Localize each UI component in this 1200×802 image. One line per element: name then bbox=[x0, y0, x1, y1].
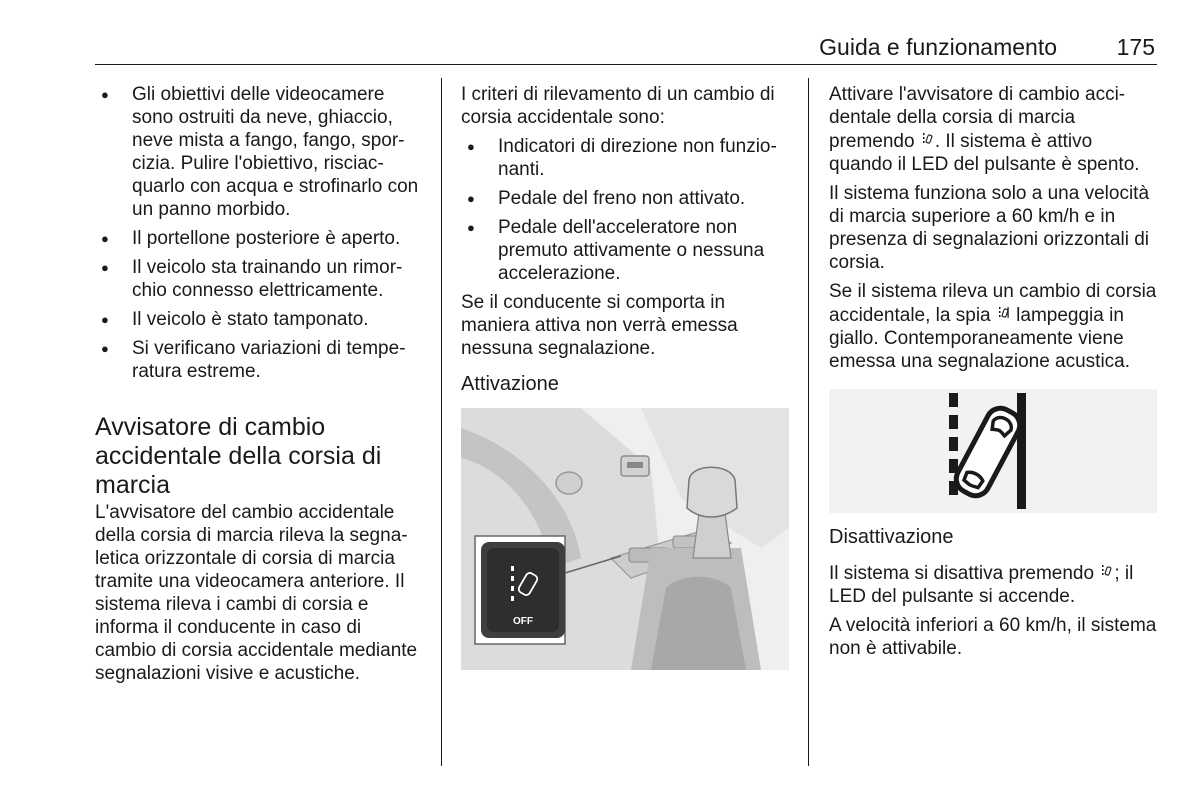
page-number: 175 bbox=[1116, 34, 1155, 60]
activation-text-end: . Il sistema è attivo quando il LED del pulsante è spento. bbox=[829, 131, 1140, 175]
speed-condition-paragraph: Il sistema funziona solo a una velocità di marcia superiore a 60 km/h e in presenza di segnalazioni orizzontali di corsia. bbox=[829, 183, 1150, 273]
deactivation-text-end: ; il LED del pulsante si accende. bbox=[829, 563, 1134, 607]
warning-text-start: Se il sistema rileva un cambio di corsia accidentale, la spia bbox=[829, 281, 1157, 326]
list-item: ● Si verificano variazioni di temperatura estreme. bbox=[95, 337, 425, 383]
center-console-illustration bbox=[461, 408, 789, 670]
list-item: ● Gli obiettivi delle videocamere sono ostruiti da neve, ghiaccio, neve mista a fango, fango, sporcizia. Pulire l'obiettivo, risciacquarlo con acqua e strofinarlo con un panno morbido. bbox=[95, 83, 425, 221]
activation-paragraph bbox=[829, 83, 1159, 176]
activation-heading: Attivazione bbox=[461, 373, 559, 395]
detection-criteria-list bbox=[461, 135, 791, 285]
deactivation-text-start: Il sistema si disattiva premendo bbox=[829, 563, 1095, 584]
list-item: ● Il portellone posteriore è aperto. bbox=[95, 227, 425, 250]
active-driver-paragraph: Se il conducente si comporta in maniera attiva non verrà emessa nessuna segnalazione. bbox=[461, 292, 738, 359]
section-intro-paragraph: L'avvisatore del cambio accidentale della corsia di marcia rileva la segnaletica orizzontale di corsia di marcia tramite una videocamera anteriore. Il sistema rileva i cambi di corsia e informa il conducente in caso di cambio di corsia accidentale mediante segnalazioni visive e acustiche. bbox=[95, 502, 418, 684]
deactivation-heading: Disattivazione bbox=[829, 526, 954, 548]
deactivation-paragraph bbox=[829, 561, 1159, 608]
criteria-intro-paragraph: I criteri di rilevamento di un cambio di corsia accidentale sono: bbox=[461, 84, 775, 128]
list-item: ● Il veicolo è stato tamponato. bbox=[95, 308, 425, 331]
low-speed-paragraph: A velocità inferiori a 60 km/h, il sistema non è attivabile. bbox=[829, 615, 1157, 659]
list-item: ● Il veicolo sta trainando un rimorchio connesso elettricamente. bbox=[95, 256, 425, 302]
column-divider-1 bbox=[441, 78, 442, 766]
activation-text-start: Attivare l'avvisatore di cambio accidentale della corsia di marcia premendo bbox=[829, 84, 1126, 152]
lane-departure-button-icon bbox=[920, 129, 935, 152]
lane-departure-warning-lamp-icon bbox=[996, 303, 1011, 326]
section-title: Guida e funzionamento bbox=[819, 34, 1057, 60]
warning-paragraph bbox=[829, 280, 1159, 373]
list-item: ● Indicatori di direzione non funzionanti. bbox=[461, 135, 791, 181]
column-right bbox=[829, 83, 1159, 666]
camera-obstruction-list bbox=[95, 83, 425, 383]
lane-departure-warning-illustration bbox=[829, 389, 1157, 513]
list-item: ● Pedale del freno non attivato. bbox=[461, 187, 791, 210]
list-item: ● Pedale dell'acceleratore non premuto attivamente o nessuna accelerazione. bbox=[461, 216, 791, 285]
column-left bbox=[95, 83, 425, 691]
column-middle bbox=[461, 83, 791, 680]
section-heading: Avvisatore di cambio accidentale della corsia di marcia bbox=[95, 413, 382, 499]
lane-departure-button-icon bbox=[1099, 561, 1114, 584]
page-header bbox=[95, 34, 1157, 65]
warning-text-end: lampeggia in giallo. Contemporaneamente viene emessa una segnalazione acustica. bbox=[829, 305, 1131, 372]
off-button-label: OFF bbox=[513, 616, 533, 627]
column-divider-2 bbox=[808, 78, 809, 766]
